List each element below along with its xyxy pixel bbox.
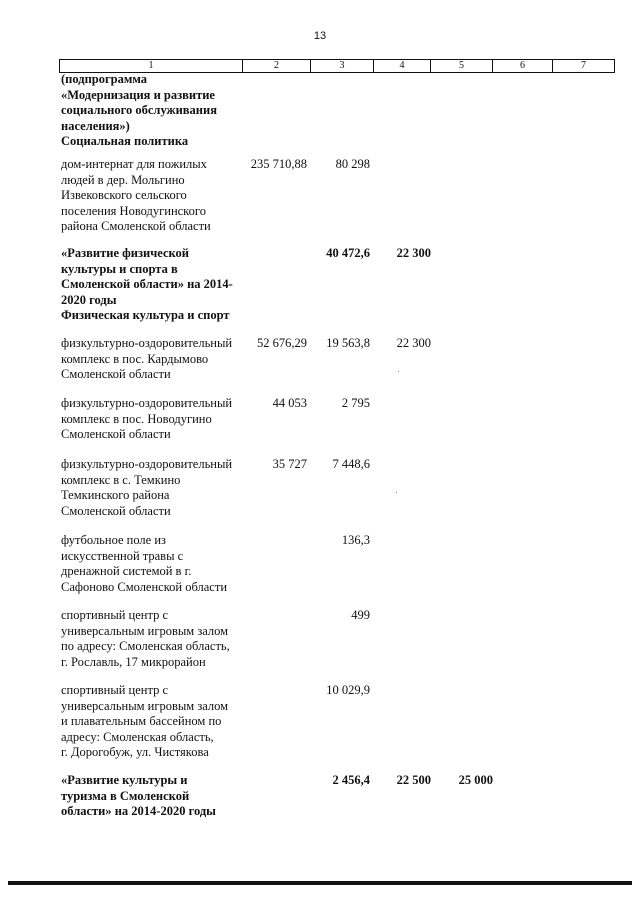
column-header-1: 1	[60, 60, 243, 72]
page-bottom-border	[8, 881, 632, 885]
table-header-row	[59, 59, 615, 73]
row-name: физкультурно-оздоровительный комплекс в пос. Новодугино Смоленской области	[61, 396, 233, 442]
cell-col3: 2 456,4	[332, 773, 370, 787]
cell-col3: 7 448,6	[332, 457, 370, 471]
cell-col2: 235 710,88	[250, 157, 307, 171]
cell-col4: 22 300	[396, 336, 431, 350]
cell-col2: 35 727	[272, 457, 307, 471]
column-header-3: 3	[311, 60, 374, 72]
cell-col3: 19 563,8	[326, 336, 370, 350]
column-header-6: 6	[493, 60, 553, 72]
cell-col3: 499	[351, 608, 370, 622]
column-header-7: 7	[581, 60, 586, 71]
cell-col5: 25 000	[458, 773, 493, 787]
column-header-5: 5	[431, 60, 493, 72]
row-name: (подпрограмма «Модернизация и развитие социального обслуживания населения») Социальная политика	[61, 72, 217, 149]
row-name: спортивный центр с универсальным игровым залом и плавательным бассейном по адресу: Смоленская область, г. Дорогобуж, ул. Чистякова	[61, 683, 229, 760]
row-name: футбольное поле из искусственной травы с дренажной системой в г. Сафоново Смоленской области	[61, 533, 228, 594]
cell-col3: 136,3	[341, 533, 370, 547]
row-name: физкультурно-оздоровительный комплекс в пос. Кардымово Смоленской области	[61, 336, 233, 382]
cell-col3: 10 029,9	[326, 683, 370, 697]
page-number: 13	[313, 30, 327, 42]
column-header-4: 4	[374, 60, 431, 72]
row-name: физкультурно-оздоровительный комплекс в с. Темкино Темкинского района Смоленской области	[61, 457, 233, 518]
cell-col4: 22 300	[396, 246, 431, 260]
cell-col3: 2 795	[341, 396, 370, 410]
cell-col3: 80 298	[335, 157, 370, 171]
cell-col2: 52 676,29	[257, 336, 307, 350]
row-name: «Развитие физической культуры и спорта в Смоленской области» на 2014- 2020 годы Физическая культура и спорт	[61, 246, 233, 323]
scan-speck	[396, 492, 397, 493]
scan-speck	[398, 371, 399, 372]
row-name: дом-интернат для пожилых людей в дер. Мольгино Извековского сельского поселения Новодугинского района Смоленской области	[61, 157, 211, 234]
column-header-2: 2	[243, 60, 311, 72]
row-name: «Развитие культуры и туризма в Смоленской области» на 2014-2020 годы	[61, 773, 216, 819]
cell-col2: 44 053	[272, 396, 307, 410]
row-name: спортивный центр с универсальным игровым залом по адресу: Смоленская область, г. Рославль, 17 микрорайон	[61, 608, 230, 669]
cell-col3: 40 472,6	[326, 246, 370, 260]
cell-col4: 22 500	[396, 773, 431, 787]
